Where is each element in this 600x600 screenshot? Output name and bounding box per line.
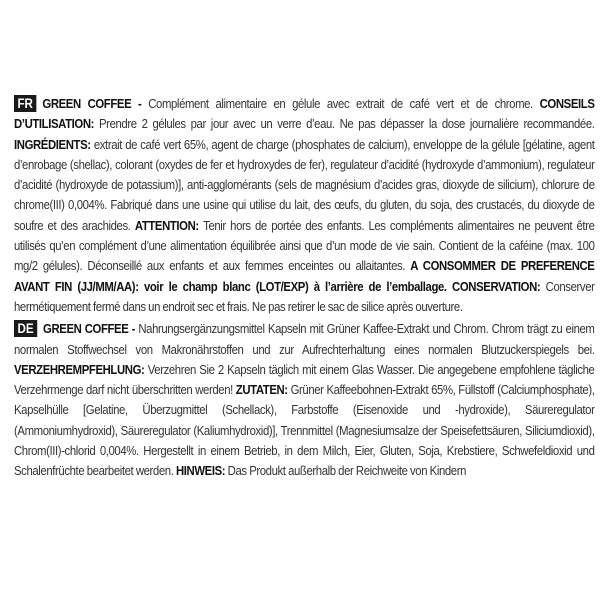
section-de: [14, 319, 595, 481]
language-badge-fr: FR: [14, 95, 36, 112]
section-fr: [14, 94, 595, 317]
ingredients-text-fr: extrait de café vert 65%, agent de charge (phosphates de calcium), enveloppe de la gélule [gélatine, agent d’enrobage (shellac), colorant (oxydes de fer et hydroxydes de fer), regulateur d’acidité (hydroxyde d’ammonium), regulateur d’acidité (hydroxyde de potassium)], anti-agglomérants (sels de magnésium d’acides gras, dioxyde de silicium), chlorure de chrome(III) 0,004%. Fabriqué dans une usine qui utilise du lait, des œufs, du gluten, du soja, des crustacés, du dioxyde de soufre et des arachides.: [14, 136, 595, 233]
usage-text-de: Verzehren Sie 2 Kapseln täglich mit einem Glas Wasser. Die angegebene empfohlene tägliche Verzehrmenge darf nicht überschritten werden!: [14, 361, 595, 398]
warning-heading-de: HINWEIS:: [175, 463, 228, 479]
description-de: Nahrungsergänzungsmittel Kapseln mit Grüner Kaffee-Extrakt und Chrom. Chrom trägt zu einem normalen Stoffwechsel von Makronährstoffen und zur Aufrechterhaltung eines normalen Blutzuckerspiegels bei.: [14, 321, 595, 357]
usage-heading-fr: CONSEILS D’UTILISATION:: [14, 96, 595, 132]
product-label-text: [14, 94, 595, 484]
best-before-heading-fr: A CONSOMMER DE PREFERENCE AVANT FIN (JJ/MM/AA): voir le champ blanc (LOT/EXP) à l’arrière de l’emballage. CONSERVATION:: [14, 258, 595, 294]
warning-text-de: Das Produkt außerhalb der Reichweite von Kindern: [227, 463, 467, 479]
product-name-fr: GREEN COFFEE -: [42, 96, 149, 111]
ingredients-text-de: Grüner Kaffeebohnen-Extrakt 65%, Füllstoff (Calciumphosphate), Kapselhülle [Gelatine, Überzugmittel (Schellack), Farbstoffe (Eisenoxide und -hydroxide), Säureregulator (Ammoniumhydroxid), Säureregulator (Kaliumhydroxid)], Trennmittel (Magnesiumsalze der Speisefettsäuren, Siliciumdioxid), Chrom(III)-chlorid 0,004%. Hergestellt in einem Betrieb, in dem Milch, Eier, Gluten, Soja, Krebstiere, Schwefeldioxid und Schalenfrüchte bearbeitet werden.: [14, 382, 595, 479]
warning-heading-fr: ATTENTION:: [134, 217, 204, 233]
usage-text-fr: Prendre 2 gélules par jour avec un verre d’eau. Ne pas dépasser la dose journalière recommandée.: [99, 116, 595, 132]
usage-heading-de: VERZEHREMPFEHLUNG:: [14, 361, 148, 377]
storage-text-fr: Conserver hermétiquement fermé dans un endroit sec et frais. Ne pas retirer le sac de silice après ouverture.: [14, 278, 595, 314]
ingredients-heading-fr: INGRÉDIENTS:: [14, 136, 94, 152]
description-fr: Complément alimentaire en gélule avec extrait de café vert et de chrome.: [148, 96, 540, 111]
warning-text-fr: Tenir hors de portée des enfants. Les compléments alimentaires ne peuvent être utilisés qu’en complément d’une alimentation équilibrée ainsi que d’un mode de vie sain. Contient de la caféine (max. 100 mg/2 gélules). Déconseillé aux enfants et aux femmes enceintes ou allaitantes.: [14, 217, 595, 274]
ingredients-heading-de: ZUTATEN:: [235, 382, 291, 398]
language-badge-de: DE: [14, 320, 37, 337]
product-name-de: GREEN COFFEE -: [43, 321, 139, 337]
